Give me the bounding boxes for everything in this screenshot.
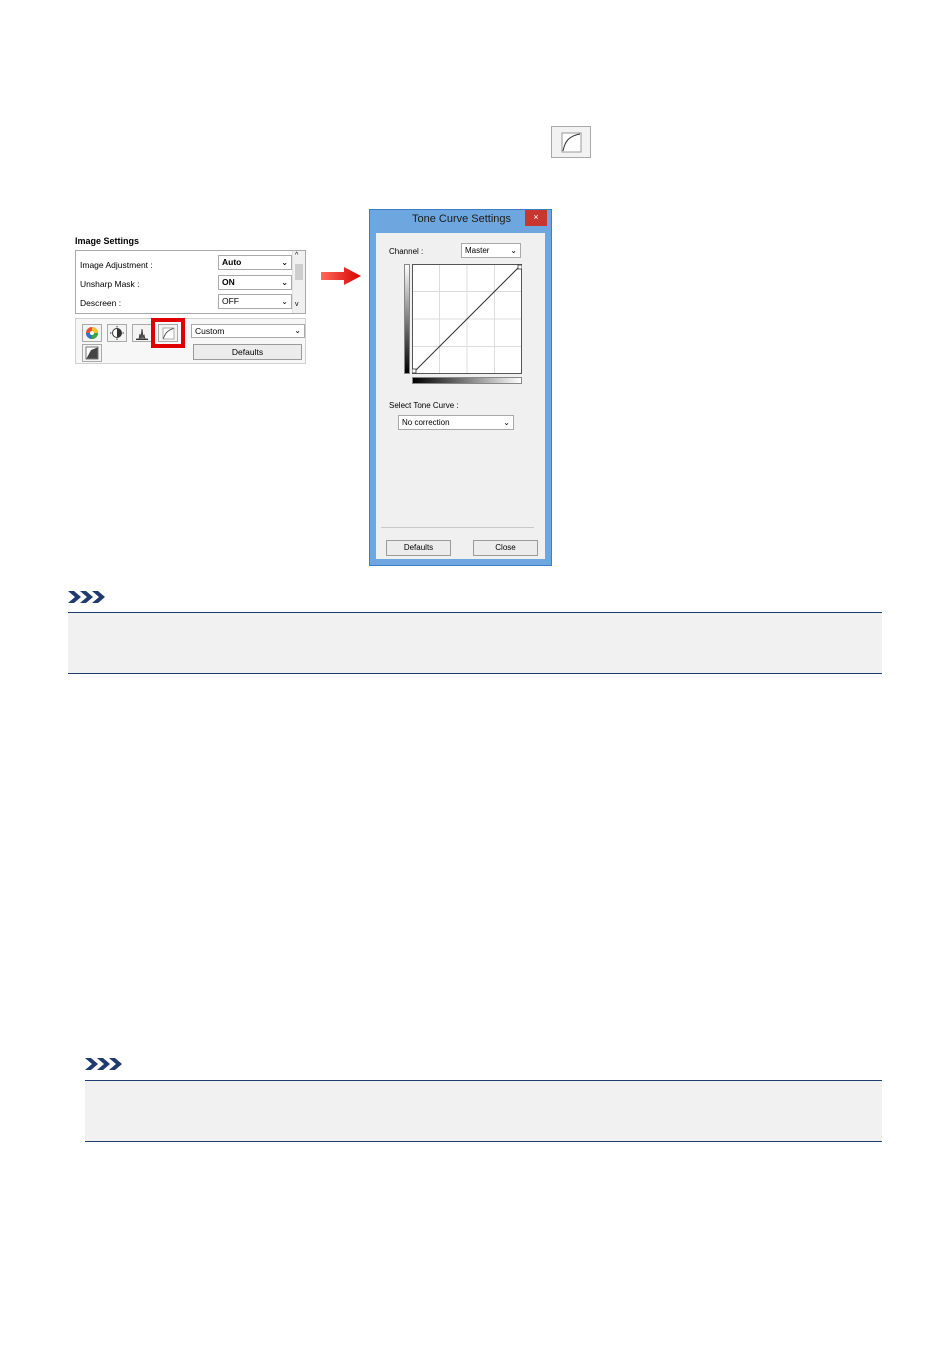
scroll-down-icon[interactable]: v — [295, 301, 299, 308]
chevron-down-icon: ⌄ — [281, 258, 288, 267]
chevron-down-icon: ⌄ — [281, 297, 288, 306]
dialog-body — [376, 233, 545, 559]
preset-value: Custom — [195, 326, 225, 336]
scroll-up-icon[interactable]: ^ — [295, 252, 299, 259]
descreen-label: Descreen : — [80, 298, 122, 308]
chevron-down-icon: ⌄ — [294, 326, 301, 335]
note-box — [68, 612, 882, 674]
tone-curve-highlight — [151, 318, 185, 348]
tone-curve-select[interactable] — [398, 415, 514, 430]
color-adjust-icon — [83, 325, 101, 341]
curve-start-handle[interactable] — [412, 369, 416, 373]
preset-select[interactable] — [191, 324, 305, 338]
histogram-button[interactable] — [132, 324, 152, 342]
image-settings-list — [75, 250, 306, 314]
final-review-button[interactable] — [82, 344, 102, 362]
channel-label: Channel : — [389, 247, 424, 256]
note-chevrons-icon — [68, 590, 110, 604]
footer-divider — [381, 527, 534, 528]
descreen-select[interactable] — [218, 294, 292, 309]
dialog-close-button[interactable]: Close — [473, 540, 538, 556]
unsharp-mask-select[interactable] — [218, 275, 292, 290]
note-chevrons-icon — [85, 1057, 127, 1071]
channel-select[interactable] — [461, 243, 521, 258]
image-adjustment-select[interactable] — [218, 255, 292, 270]
histogram-icon — [133, 325, 151, 341]
tone-curve-graph[interactable] — [412, 264, 522, 374]
brightness-contrast-button[interactable] — [107, 324, 127, 342]
tone-curve-icon — [551, 126, 591, 158]
color-adjust-button[interactable] — [82, 324, 102, 342]
scroll-thumb[interactable] — [295, 264, 303, 280]
red-arrow-icon — [320, 266, 362, 286]
dialog-title: Tone Curve Settings — [411, 213, 512, 225]
chevron-down-icon: ⌄ — [510, 246, 517, 255]
chevron-down-icon: ⌄ — [503, 418, 510, 427]
settings-scrollbar[interactable] — [292, 251, 305, 313]
unsharp-mask-label: Unsharp Mask : — [80, 279, 140, 289]
unsharp-mask-value: ON — [222, 277, 235, 287]
select-tone-curve-label: Select Tone Curve : — [389, 401, 459, 410]
note-box — [85, 1080, 882, 1142]
image-settings-title: Image Settings — [75, 236, 140, 246]
tone-curve-dialog — [369, 209, 552, 566]
brightness-contrast-icon — [108, 325, 126, 341]
descreen-value: OFF — [222, 296, 239, 306]
tools-area — [75, 318, 306, 364]
close-icon[interactable]: × — [525, 210, 547, 226]
image-adjustment-value: Auto — [222, 257, 242, 267]
final-review-icon — [83, 345, 101, 361]
chevron-down-icon: ⌄ — [281, 278, 288, 287]
output-gradient-bar — [404, 264, 410, 374]
tone-curve-value: No correction — [402, 418, 450, 427]
input-gradient-bar — [412, 377, 522, 384]
curve-end-handle[interactable] — [518, 265, 522, 269]
image-adjustment-label: Image Adjustment : — [80, 260, 153, 270]
dialog-defaults-button[interactable]: Defaults — [386, 540, 451, 556]
defaults-button[interactable]: Defaults — [193, 344, 302, 360]
channel-value: Master — [465, 246, 490, 255]
